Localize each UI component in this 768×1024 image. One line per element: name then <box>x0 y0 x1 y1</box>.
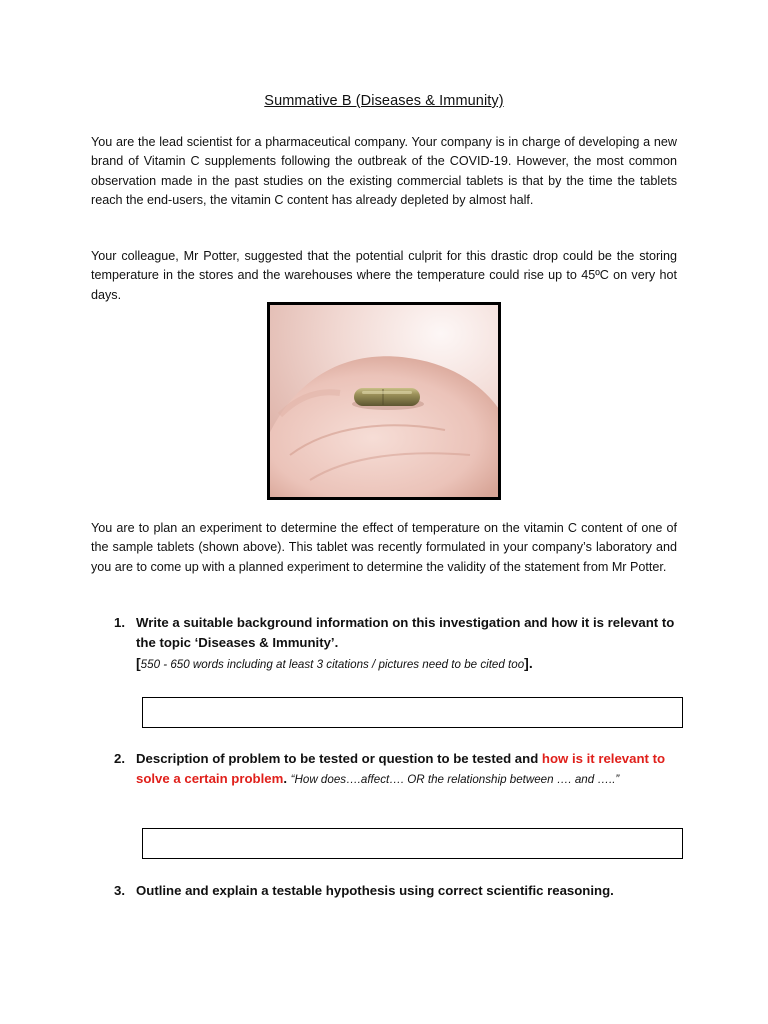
question-note: 550 - 650 words including at least 3 citations / pictures need to be cited too <box>140 658 525 671</box>
question-highlight: how is it relevant to solve a certain problem <box>136 751 666 786</box>
colleague-paragraph: Your colleague, Mr Potter, suggested that the potential culprit for this drastic drop could be the storing temperature in the stores and the warehouses where the temperature could rise up to 45ºC on very hot days. <box>91 249 677 302</box>
question-number: 2. <box>114 751 125 766</box>
question-punctuation: . <box>283 771 291 786</box>
intro-paragraph: You are the lead scientist for a pharmaceutical company. Your company is in charge of developing a new brand of Vitamin C supplements following the outbreak of the COVID-19. However, the most common observation made in the past studies on the existing commercial tablets is that by the time the tablets reach the end-users, the vitamin C content has already depleted by almost half. <box>91 135 677 208</box>
bracket-open: [ <box>136 655 141 671</box>
bracket-close: ]. <box>524 655 533 671</box>
question-text: Description of problem to be tested or question to be tested and <box>136 751 542 766</box>
question-3 <box>114 881 684 901</box>
answer-box-1[interactable] <box>142 697 683 728</box>
question-text: Write a suitable background information on this investigation and how it is relevant to the topic ‘Diseases & Immunity’. <box>136 615 675 650</box>
answer-box-2[interactable] <box>142 828 683 859</box>
page-title: Summative B (Diseases & Immunity) <box>264 93 504 109</box>
vitamin-capsule-photo <box>267 302 501 500</box>
question-note: “How does….affect…. OR the relationship between …. and …..” <box>290 773 620 786</box>
question-number: 3. <box>114 883 125 898</box>
question-2 <box>114 749 684 790</box>
experiment-paragraph: You are to plan an experiment to determine the effect of temperature on the vitamin C content of one of the sample tablets (shown above). This tablet was recently formulated in your company’s laboratory and you are to come up with a planned experiment to determine the validity of the statement from Mr Potter. <box>91 521 677 574</box>
question-number: 1. <box>114 615 125 630</box>
question-text: Outline and explain a testable hypothesis using correct scientific reasoning. <box>136 883 614 898</box>
capsule-in-palm-illustration <box>270 305 498 497</box>
question-1 <box>114 613 684 675</box>
